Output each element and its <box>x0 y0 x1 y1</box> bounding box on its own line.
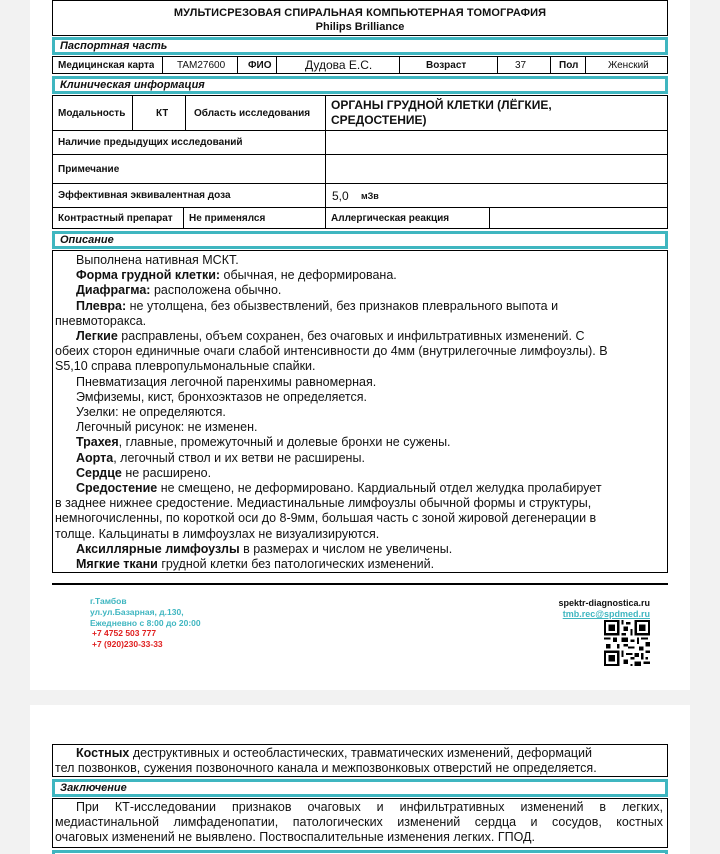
footer-email[interactable]: tmb.rec@spdmed.ru <box>562 609 650 619</box>
sex-label: Пол <box>559 59 579 71</box>
conclusion-line: очаговых изменений не выявлено. Поствоспалительные изменения легких. ГПОД. <box>55 830 535 845</box>
desc-line: Мягкие ткани грудной клетки без патологических изменений. <box>76 557 435 572</box>
bones-block <box>52 744 668 777</box>
desc-line: в заднее нижнее средостение. Медиастинальные лимфоузлы обычной формы и структуры, <box>55 496 592 511</box>
desc-line: толще. Кальцинаты в лимфоузлах не визуализируются. <box>55 526 380 541</box>
section-conclusion-label: Заключение <box>60 782 127 794</box>
section-passport-label: Паспортная часть <box>60 40 168 52</box>
fio-value: Дудова Е.С. <box>305 58 373 72</box>
footer-divider <box>52 583 668 585</box>
footer-phone-1[interactable]: +7 4752 503 777 <box>92 628 157 638</box>
section-passport <box>52 37 668 55</box>
footer-contacts <box>558 598 650 620</box>
passport-row <box>52 56 668 74</box>
report-title: МУЛЬТИСРЕЗОВАЯ СПИРАЛЬНАЯ КОМПЬЮТЕРНАЯ ТОМОГРАФИЯ <box>173 7 547 19</box>
qr-code-icon <box>604 620 650 666</box>
desc-line: Эмфиземы, кист, бронхоэктазов не определяется. <box>76 389 368 404</box>
desc-line: Сердце не расширено. <box>76 465 212 480</box>
contrast-label: Контрастный препарат <box>58 212 173 224</box>
footer-address <box>90 596 201 629</box>
allergy-label: Аллергическая реакция <box>331 212 450 224</box>
section-description <box>52 231 668 249</box>
footer-site[interactable]: spektr-diagnostica.ru <box>558 598 650 608</box>
description-body <box>52 250 668 573</box>
desc-line: Форма грудной клетки: обычная, не деформирована. <box>76 268 397 283</box>
sex-value: Женский <box>608 59 649 71</box>
age-value: 37 <box>515 59 527 71</box>
report-subtitle: Philips Brilliance <box>315 21 405 33</box>
footer-phone-2[interactable]: +7 (920)230-33-33 <box>92 639 163 649</box>
desc-line: Пневматизация легочной паренхимы равномерная. <box>76 374 377 389</box>
desc-line: пневмоторакса. <box>55 313 147 328</box>
modality-value: КТ <box>156 107 169 119</box>
clinical-row-previous <box>52 130 668 155</box>
desc-line: немногочисленны, по короткой оси до 8-9мм, большая часть с зоной жировой дегенерации в <box>55 511 597 526</box>
report-page-2 <box>30 705 690 854</box>
bones-line: тел позвонков, сужения позвоночного канала и межпозвонковых отверстий не определяется. <box>55 761 597 776</box>
modality-label: Модальность <box>58 107 126 119</box>
card-label: Медицинская карта <box>58 59 155 71</box>
desc-line: Узелки: не определяются. <box>76 405 226 420</box>
footer-city: г.Тамбов <box>90 596 127 606</box>
section-conclusion <box>52 779 668 797</box>
footer-phones <box>92 628 163 650</box>
section-description-label: Описание <box>60 234 114 246</box>
footer-street: ул.ул.Базарная, д.130, <box>90 607 184 617</box>
contrast-value: Не применялся <box>189 212 266 224</box>
desc-line: Плевра: не утолщена, без обызвествлений, без признаков плеврального выпота и <box>76 298 559 313</box>
dose-value: 5,0 <box>332 188 349 203</box>
desc-line: Выполнена нативная МСКТ. <box>76 253 239 267</box>
desc-line: обеих сторон единичные очаги слабой интенсивности до 4мм (внутрилегочные лимфоузлы). В <box>55 344 608 359</box>
age-label: Возраст <box>426 59 467 71</box>
desc-line: Легкие расправлены, объем сохранен, без очаговых и инфильтративных изменений. С <box>76 329 585 344</box>
conclusion-line: При КТ-исследовании признаков очаговых и инфильтративных изменений в легких, <box>76 800 663 814</box>
card-value: TAM27600 <box>177 59 226 71</box>
previous-label: Наличие предыдущих исследований <box>58 136 243 148</box>
desc-line: Аксиллярные лимфоузлы в размерах и числом не увеличены. <box>76 541 453 556</box>
bones-line: Костных деструктивных и остеобластических, травматических изменений, деформаций <box>76 746 593 760</box>
report-header <box>52 0 668 36</box>
clinical-row-dose <box>52 184 668 208</box>
next-section-border <box>52 850 668 854</box>
area-value: ОРГАНЫ ГРУДНОЙ КЛЕТКИ (ЛЁГКИЕ, СРЕДОСТЕНИЕ) <box>331 98 552 127</box>
desc-line: Диафрагма: расположена обычно. <box>76 283 282 298</box>
dose-label: Эффективная эквивалентная доза <box>58 190 231 201</box>
desc-line: Легочный рисунок: не изменен. <box>76 420 258 435</box>
desc-line: Средостение не смещено, не деформировано. Кардиальный отдел желудка пролабирует <box>76 481 602 496</box>
desc-line: Аорта, легочный ствол и их ветви не расширены. <box>76 450 365 465</box>
dose-unit: мЗв <box>361 190 379 201</box>
conclusion-body <box>52 798 668 848</box>
report-page-1 <box>30 0 690 690</box>
desc-line: S5,10 справа плевропульмональные спайки. <box>55 359 316 374</box>
clinical-row-note <box>52 155 668 184</box>
section-clinical <box>52 76 668 94</box>
clinical-row-contrast <box>52 208 668 229</box>
conclusion-line: медиастинальной лимфаденопатии, патологических изменений сердца и сосудов, костных <box>55 815 663 830</box>
note-label: Примечание <box>58 163 120 175</box>
desc-line: Трахея, главные, промежуточный и долевые бронхи не сужены. <box>76 435 451 450</box>
area-label: Область исследования <box>194 107 311 119</box>
footer-hours: Ежедневно с 8:00 до 20:00 <box>90 618 201 628</box>
fio-label: ФИО <box>248 59 272 71</box>
clinical-row-modality <box>52 95 668 131</box>
section-clinical-label: Клиническая информация <box>60 79 205 91</box>
